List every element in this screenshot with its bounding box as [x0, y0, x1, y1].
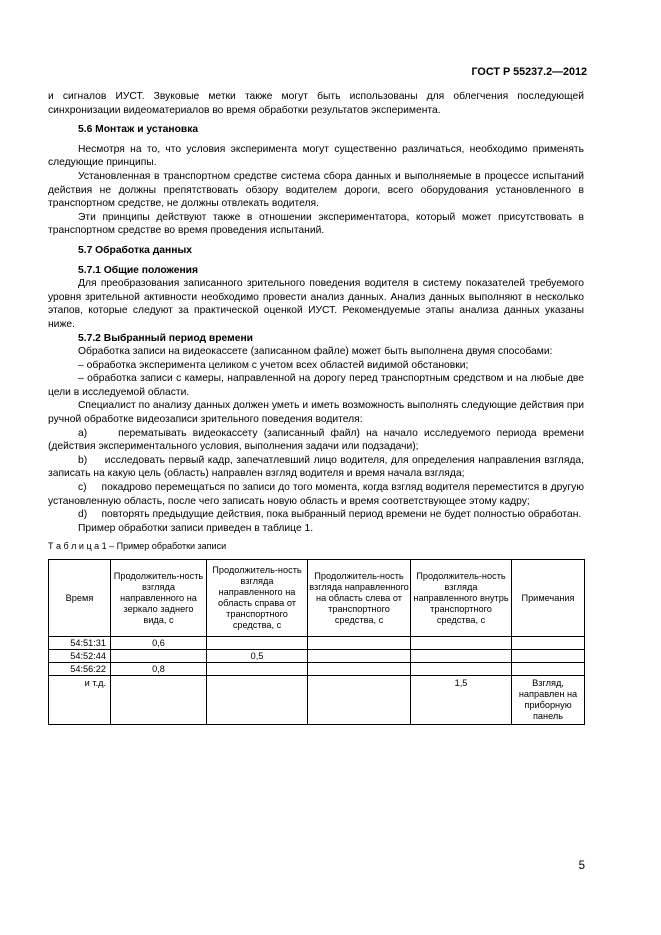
- table-cell: [411, 663, 512, 676]
- paragraph: Обработка записи на видеокассете (записанном файле) может быть выполнена двумя способами:: [78, 346, 553, 358]
- table-cell: 0,6: [111, 637, 207, 650]
- table-caption: Т а б л и ц а 1 – Пример обработки записи: [48, 541, 227, 552]
- standard-header: ГОСТ Р 55237.2—2012: [471, 66, 587, 78]
- table-cell: и т.д.: [49, 676, 111, 725]
- table-cell: [411, 650, 512, 663]
- paragraph: Пример обработки записи приведен в таблице 1.: [78, 522, 314, 534]
- table-cell: 54:52:44: [49, 650, 111, 663]
- table-cell: [308, 650, 411, 663]
- section-heading: 5.6 Монтаж и установка: [78, 124, 199, 136]
- table-cell: [111, 650, 207, 663]
- list-item: – обработка записи с камеры, направленной на дорогу перед транспортным средством и на любые две цели в исследуемой области.: [48, 373, 584, 398]
- data-table: [48, 559, 585, 725]
- column-header: Продолжитель-ность взгляда направленного на область слева от транспортного средства, с: [308, 560, 411, 637]
- table-cell: [411, 637, 512, 650]
- subsection-heading: 5.7.1 Общие положения: [78, 264, 198, 276]
- column-header: Продолжитель-ность взгляда направленного на зеркало заднего вида, с: [111, 560, 207, 637]
- paragraph: Для преобразования записанного зрительного поведения водителя в систему показателей требуемого уровня зрительной активности необходимо провести анализ данных. Анализ данных выполняют в несколько этапов, которые следуют за практической оценкой ИУСТ. Рекомендуемые этапы анализа данных указаны ниже.: [48, 278, 584, 330]
- paragraph: Установленная в транспортном средстве система сбора данных и выполняемые в процессе испытаний действия не должны препятствовать обзору водителем дороги, всего оборудования установленного в транспортном средстве, не должны отвлекать водителя.: [48, 170, 584, 210]
- table-cell: 0,8: [111, 663, 207, 676]
- table-cell: [512, 663, 585, 676]
- page-body: [48, 90, 587, 725]
- paragraph: и сигналов ИУСТ. Звуковые метки также могут быть использованы для облегчения последующей синхронизации видеоматериалов во время обработки результатов эксперимента.: [48, 91, 584, 116]
- table-row: [49, 663, 585, 676]
- table-cell: 0,5: [207, 650, 308, 663]
- table-cell: [207, 676, 308, 725]
- list-item: c) покадрово перемещаться по записи до того момента, когда взгляд водителя переместится в другую установленную область, после чего записать новую область и время соответствующее этому кадру;: [48, 482, 587, 507]
- table-row: [49, 676, 585, 725]
- paragraph: Несмотря на то, что условия эксперимента могут существенно различаться, необходимо применять следующие принципы.: [48, 143, 584, 169]
- table-cell: 54:56:22: [49, 663, 111, 676]
- table-cell: [308, 663, 411, 676]
- table-header-row: [49, 560, 585, 637]
- column-header: Продолжитель-ность взгляда направленного внутрь транспортного средства, с: [411, 560, 512, 637]
- paragraph: Специалист по анализу данных должен уметь и иметь возможность выполнять следующие действия при ручной обработке видеозаписи зрительного поведения водителя:: [48, 400, 584, 426]
- column-header: Время: [49, 560, 111, 637]
- table-cell: [512, 637, 585, 650]
- table-cell: Взгляд, направлен на приборную панель: [512, 676, 585, 725]
- table-row: [49, 650, 585, 663]
- column-header: Примечания: [512, 560, 585, 637]
- table-cell: [111, 676, 207, 725]
- table-cell: [207, 663, 308, 676]
- table-cell: 54:51:31: [49, 637, 111, 650]
- table-cell: [207, 637, 308, 650]
- list-item: d) повторять предыдущие действия, пока выбранный период времени не будет полностью обработан.: [78, 509, 582, 521]
- table-row: [49, 637, 585, 650]
- table-cell: [308, 637, 411, 650]
- paragraph: Эти принципы действуют также в отношении экспериментатора, который может присутствовать в транспортном средстве во время проведения испытаний.: [48, 211, 584, 237]
- table-cell: [512, 650, 585, 663]
- column-header: Продолжитель-ность взгляда направленного на область справа от транспортного средства, с: [207, 560, 308, 637]
- section-heading: 5.7 Обработка данных: [78, 244, 192, 256]
- table-cell: 1,5: [411, 676, 512, 725]
- list-item: b) исследовать первый кадр, запечатлевший лицо водителя, для определения направления взгляда, записать на какую цель (область) направлен взгляд водителя и время начала взгляда;: [48, 454, 587, 480]
- list-item: – обработка эксперимента целиком с учетом всех областей видимой обстановки;: [78, 359, 469, 371]
- table-cell: [308, 676, 411, 725]
- subsection-heading: 5.7.2 Выбранный период времени: [78, 332, 254, 344]
- list-item: a) перематывать видеокассету (записанный файл) на начало исследуемого периода времени (действия экспериментального условия, выполнения задачи или подзадачи);: [48, 427, 587, 453]
- page-number: 5: [578, 860, 585, 872]
